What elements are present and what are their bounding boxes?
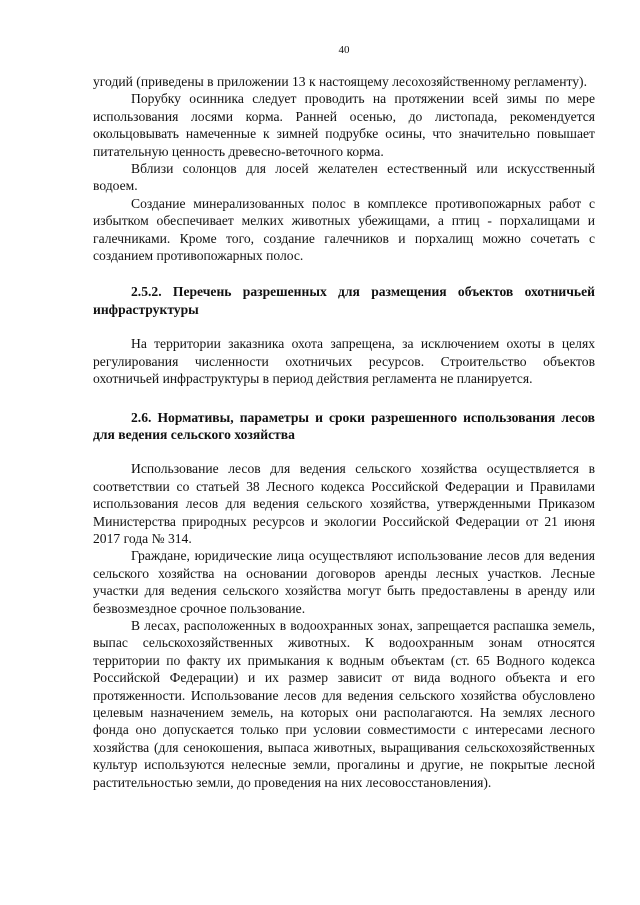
paragraph-lease: Граждане, юридические лица осуществляют использование лесов для ведения сельского хозяйства на основании договоров аренды лесных участков. Лесные участки для ведения сельского хозяйства могут быть предоставлены в аренду или безвозмездное срочное пользование. [93, 548, 595, 616]
paragraph-hunting-ban: На территории заказника охота запрещена, за исключением охоты в целях регулирования численности охотничьих ресурсов. Строительство объектов охотничьей инфраструктуры в период действия регламента не планируется. [93, 336, 595, 387]
section-heading-2-5-2: 2.5.2. Перечень разрешенных для размещения объектов охотничьей инфраструктуры [93, 284, 595, 317]
paragraph-agriculture-law: Использование лесов для ведения сельского хозяйства осуществляется в соответствии со статьей 38 Лесного кодекса Российской Федерации и Правилами использования лесов для ведения сельского хозяйства, утвержденными Приказом Министерства природных ресурсов и экологии Российской Федерации от 21 июня 2017 года № 314. [93, 461, 595, 546]
section-heading-2-6: 2.6. Нормативы, параметры и сроки разрешенного использования лесов для ведения сельского хозяйства [93, 409, 595, 442]
page-number: 40 [338, 44, 350, 56]
paragraph-firebreaks: Создание минерализованных полос в комплексе противопожарных работ с избытком обеспечивает мелких животных убежищами, а птиц - порхалищами и галечниками. Кроме того, создание галечников и порхалищ можно сочетать с созданием противопожарных полос. [93, 195, 595, 264]
paragraph-water-zones: В лесах, расположенных в водоохранных зонах, запрещается распашка земель, выпас сельскохозяйственных животных. К водоохранным зонам относятся территории по факту их примыкания к водным объектам (ст. 65 Водного кодекса Российской Федерации) и их размер зависит от вида водного объекта и его протяженности. Использование лесов для ведения сельского хозяйства обусловлено целевым назначением земель, на которых они располагаются. На землях лесного фонда оно допускается только при условии совместимости с интересами лесного хозяйства (для сенокошения, выпаса животных, выращивания сельскохозяйственных культур используются нелесные земли, прогалины и другие, не покрытые лесной растительностью земли, до проведения на них лесовосстановления). [93, 617, 595, 790]
paragraph-salt-licks: Вблизи солонцов для лосей желателен естественный или искусственный водоем. [93, 161, 595, 194]
paragraph-aspen-felling: Порубку осинника следует проводить на протяжении всей зимы по мере использования лосями корма. Ранней осенью, до листопада, рекомендуется окольцовывать намеченные к зимней подрубке осины, что значительно повышает питательную ценность древесно-веточного корма. [93, 91, 595, 159]
document-body [93, 73, 595, 791]
paragraph-continuation: угодий (приведены в приложении 13 к настоящему лесохозяйственному регламенту). [93, 74, 587, 89]
